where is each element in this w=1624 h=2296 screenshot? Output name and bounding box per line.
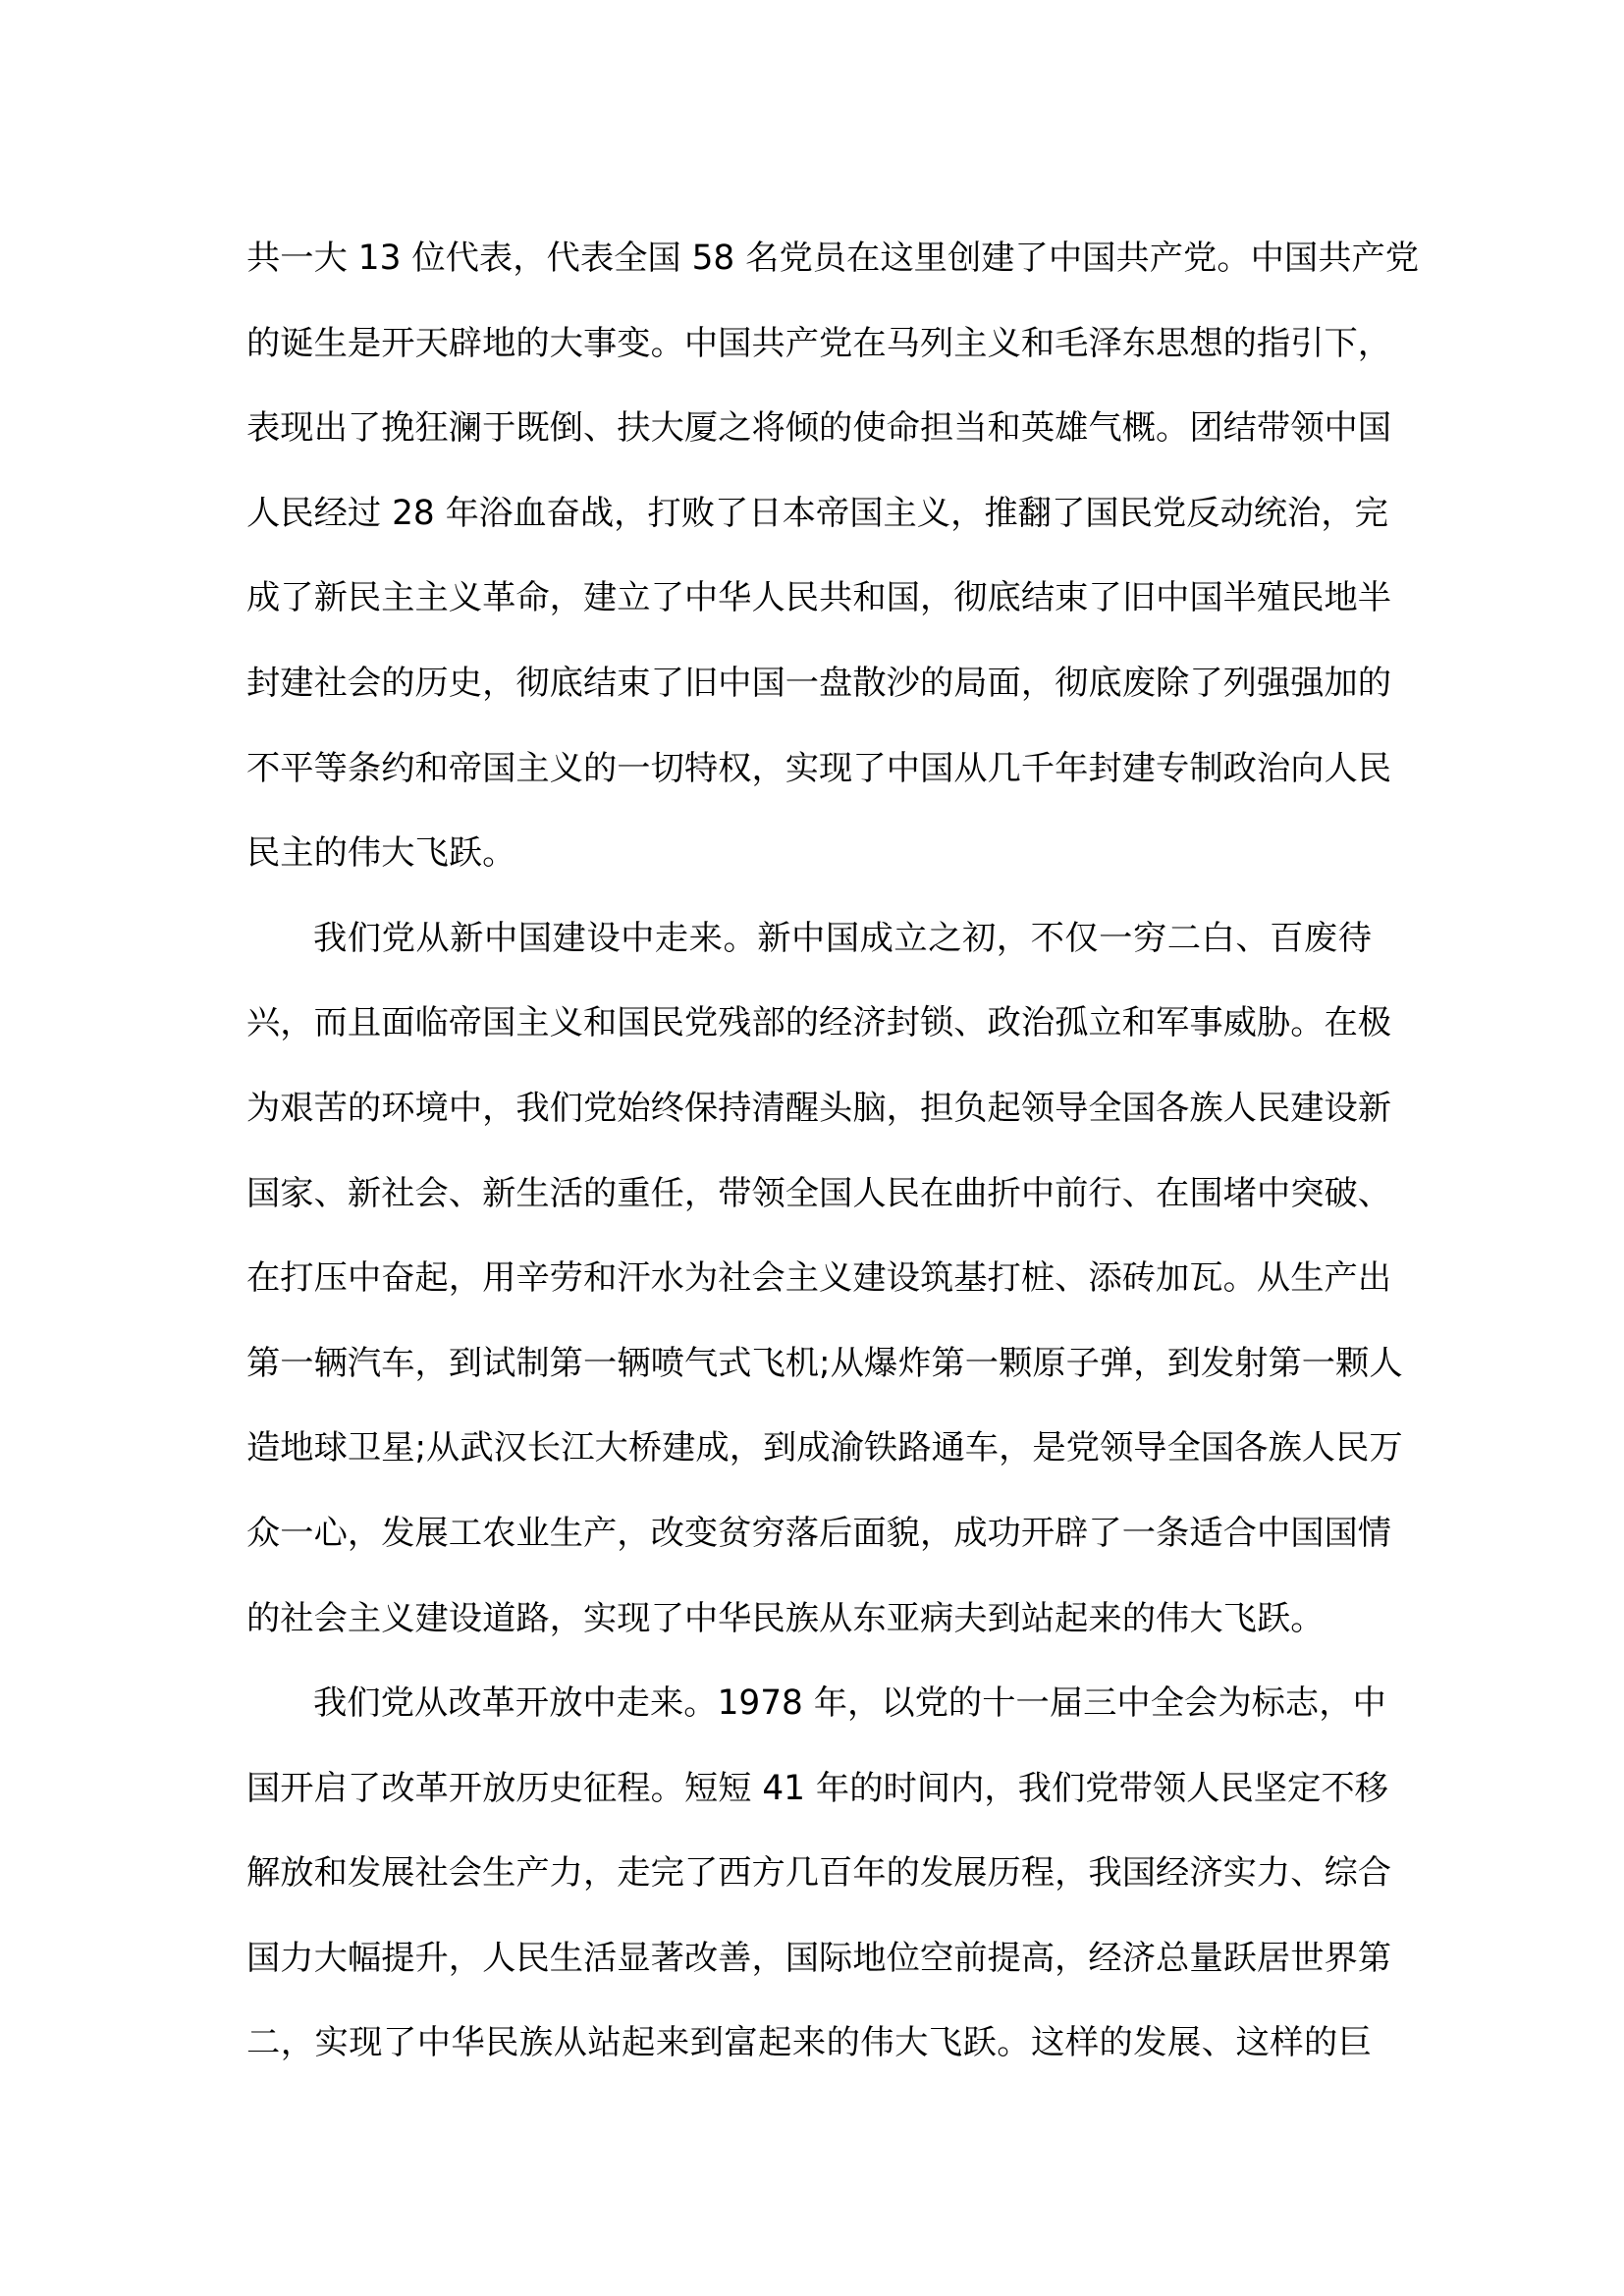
- text-line: 众一心，发展工农业生产，改变贫穷落后面貌，成功开辟了一条适合中国国情: [246, 1513, 1392, 1553]
- text-line: 第一辆汽车，到试制第一辆喷气式飞机;从爆炸第一颗原子弹，到发射第一颗人: [246, 1343, 1403, 1383]
- paragraph-founding: [246, 216, 1420, 896]
- text-line: 我们党从改革开放中走来。1978 年，以党的十一届三中全会为标志，中: [313, 1683, 1386, 1724]
- text-line: 我们党从新中国建设中走来。新中国成立之初，不仅一穷二白、百废待: [313, 918, 1372, 958]
- text-line: 国力大幅提升，人民生活显著改善，国际地位空前提高，经济总量跃居世界第: [246, 1938, 1392, 1978]
- text-line: 二，实现了中华民族从站起来到富起来的伟大飞跃。这样的发展、这样的巨: [246, 2023, 1372, 2063]
- text-line: 表现出了挽狂澜于既倒、扶大厦之将倾的使命担当和英雄气概。团结带领中国: [246, 408, 1392, 449]
- text-line: 成了新民主主义革命，建立了中华人民共和国，彻底结束了旧中国半殖民地半: [246, 578, 1392, 618]
- document-page: [246, 216, 1420, 2086]
- text-line: 民主的伟大飞跃。: [246, 833, 516, 874]
- text-line: 不平等条约和帝国主义的一切特权，实现了中国从几千年封建专制政治向人民: [246, 748, 1392, 788]
- text-line: 人民经过 28 年浴血奋战，打败了日本帝国主义，推翻了国民党反动统治，完: [246, 493, 1388, 533]
- text-line: 的诞生是开天辟地的大事变。中国共产党在马列主义和毛泽东思想的指引下，: [246, 323, 1392, 363]
- text-line: 国家、新社会、新生活的重任，带领全国人民在曲折中前行、在围堵中突破、: [246, 1173, 1392, 1213]
- text-line: 在打压中奋起，用辛劳和汗水为社会主义建设筑基打桩、添砖加瓦。从生产出: [246, 1258, 1392, 1299]
- text-line: 兴，而且面临帝国主义和国民党残部的经济封锁、政治孤立和军事威胁。在极: [246, 1003, 1392, 1043]
- text-line: 的社会主义建设道路，实现了中华民族从东亚病夫到站起来的伟大飞跃。: [246, 1598, 1325, 1638]
- text-line: 共一大 13 位代表，代表全国 58 名党员在这里创建了中国共产党。中国共产党: [246, 239, 1420, 278]
- text-line: 封建社会的历史，彻底结束了旧中国一盘散沙的局面，彻底废除了列强强加的: [246, 663, 1392, 703]
- text-line: 造地球卫星;从武汉长江大桥建成，到成渝铁路通车，是党领导全国各族人民万: [246, 1428, 1403, 1468]
- text-line: 解放和发展社会生产力，走完了西方几百年的发展历程，我国经济实力、综合: [246, 1853, 1392, 1894]
- paragraph-reform: [246, 1661, 1392, 2086]
- paragraph-construction: [246, 896, 1403, 1661]
- text-line: 国开启了改革开放历史征程。短短 41 年的时间内，我们党带领人民坚定不移: [246, 1768, 1388, 1808]
- text-line: 为艰苦的环境中，我们党始终保持清醒头脑，担负起领导全国各族人民建设新: [246, 1088, 1392, 1128]
